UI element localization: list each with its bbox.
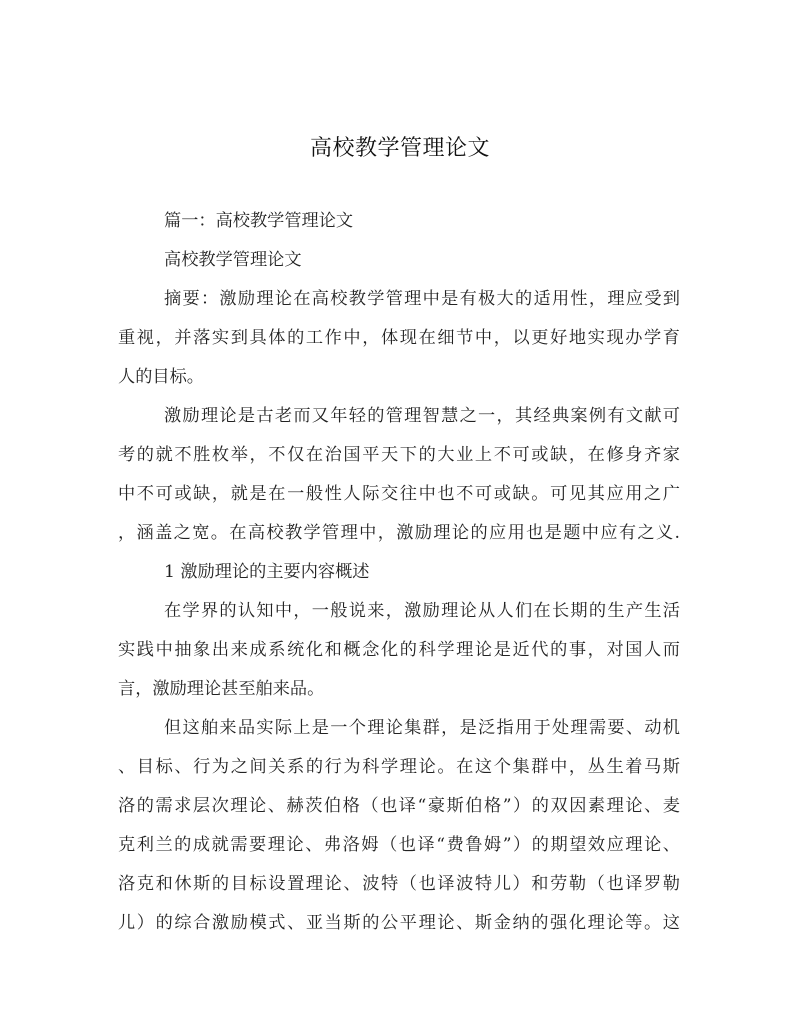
document-title: 高校教学管理论文 xyxy=(309,136,490,161)
document-body xyxy=(118,202,680,943)
paragraph-line-theories-2: 、目标、行为之间关系的行为科学理论。在这个集群中，丛生着马斯 xyxy=(118,757,680,777)
paragraph-line-section1-3: 言，激励理论甚至舶来品。 xyxy=(118,679,325,699)
paragraph-line-intro-1: 激励理论是古老而又年轻的管理智慧之一，其经典案例有文献可 xyxy=(164,406,680,426)
paragraph-line-abstract-2: 重视，并落实到具体的工作中，体现在细节中，以更好地实现办学育 xyxy=(118,328,680,348)
paragraph-line-section-heading: 篇一：高校教学管理论文 xyxy=(164,211,354,231)
paragraph-line-theories-4: 克利兰的成就需要理论、弗洛姆（也译“费鲁姆”）的期望效应理论、 xyxy=(118,835,680,855)
paragraph-line-abstract-1: 摘要：激励理论在高校教学管理中是有极大的适用性，理应受到 xyxy=(164,289,680,309)
paragraph-line-intro-3: 中不可或缺，就是在一般性人际交往中也不可或缺。可见其应用之广 xyxy=(118,484,680,504)
paragraph-line-section1-2: 实践中抽象出来成系统化和概念化的科学理论是近代的事，对国人而 xyxy=(118,640,680,660)
paragraph-line-section1-1: 在学界的认知中，一般说来，激励理论从人们在长期的生产生活 xyxy=(164,601,680,621)
paragraph-line-subtitle: 高校教学管理论文 xyxy=(164,250,302,270)
paragraph-line-theories-1: 但这舶来品实际上是一个理论集群，是泛指用于处理需要、动机 xyxy=(164,718,680,738)
paragraph-line-theories-6: 儿）的综合激励模式、亚当斯的公平理论、斯金纳的强化理论等。这 xyxy=(118,913,680,933)
paragraph-line-theories-3: 洛的需求层次理论、赫茨伯格（也译“豪斯伯格”）的双因素理论、麦 xyxy=(118,796,680,816)
paragraph-line-intro-2: 考的就不胜枚举，不仅在治国平天下的大业上不可或缺，在修身齐家 xyxy=(118,445,680,465)
paragraph-line-intro-4: ，涵盖之宽。在高校教学管理中，激励理论的应用也是题中应有之义. xyxy=(118,523,680,543)
paragraph-line-abstract-3: 人的目标。 xyxy=(118,367,204,387)
paragraph-line-theories-5: 洛克和休斯的目标设置理论、波特（也译波特儿）和劳勒（也译罗勒 xyxy=(118,874,680,894)
section-heading-1: 1 激励理论的主要内容概述 xyxy=(164,562,370,582)
